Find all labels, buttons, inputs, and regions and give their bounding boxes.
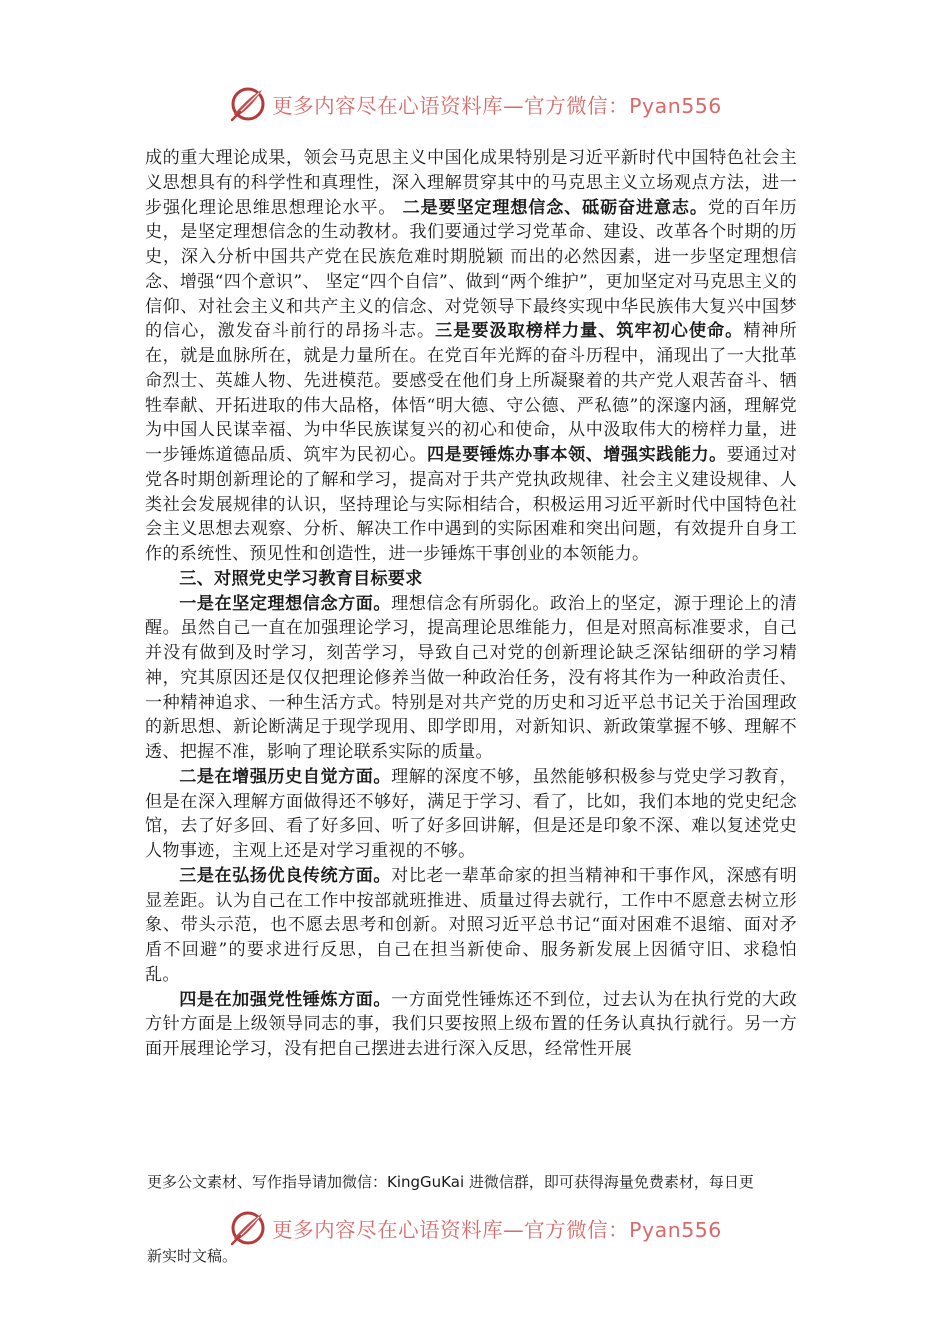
paragraph [145,567,797,592]
leaf-quill-logo-icon [228,1208,268,1248]
text-run: 成的重大理论成果，领会马克思主义中国化成果特别是习近平新时代中国特色社会主义思想具有的科学性和真理性，深入理解贯穿其中的马克思主义立场观点方法，进一步强化理论思维思想理论水平。 [145,148,797,218]
footer-promo-line2: 新实时文稿。 [147,1247,238,1265]
footer-wechat-id: KingGuKai [387,1173,465,1191]
banner-text: 更多内容尽在心语资料库—官方微信：Pyan556 [272,94,722,118]
bold-heading-run: 二是在增强历史自觉方面。 [179,766,392,787]
text-run: 理想信念有所弱化。政治上的坚定，源于理论上的清醒。虽然自己一直在加强理论学习，提高理论思维能力，但是对照高标准要求，自己并没有做到及时学习，刻苦学习，导致自己对党的创新理论缺乏深钻细研的学习精神，究其原因还是仅仅把理论修养当做一种政治任务，没有将其作为一种政治责任、一种精神追求、一种生活方式。特别是对共产党的历史和习近平总书记关于治国理政的新思想、新论断满足于现学现用、即学即用，对新知识、新政策掌握不够、理解不透、把握不准，影响了理论联系实际的质量。 [145,593,797,762]
bold-heading-run: 四是在加强党性锤炼方面。 [179,989,392,1010]
text-run: 精神所在，就是血脉所在，就是力量所在。在党百年光辉的奋斗历程中，涌现出了一大批革命烈士、英雄人物、先进模范。要感受在他们身上所凝聚着的共产党人艰苦奋斗、牺牲奉献、开拓进取的伟大品格，体悟“明大德、守公德、严私德”的深邃内涵，理解党为中国人民谋幸福、为中华民族谋复兴的初心和使命，从中汲取伟大的榜样力量，进一步锤炼道德品质、筑牢为民初心。 [145,321,797,465]
bold-heading-run: 三、对照党史学习教育目标要求 [179,568,423,589]
bold-heading-run: 二是要坚定理想信念、砥砺奋进意志。 [402,197,708,218]
banner-text: 更多内容尽在心语资料库—官方微信：Pyan556 [272,1218,722,1242]
bold-heading-run: 三是在弘扬优良传统方面。 [179,865,392,886]
leaf-quill-logo-icon [228,84,268,124]
bold-heading-run: 三是要汲取榜样力量、筑牢初心使命。 [435,321,744,342]
paragraph [145,988,797,1062]
bold-heading-run: 一是在坚定理想信念方面。 [179,593,392,614]
paragraph [145,864,797,988]
footer-promo-line1 [147,1169,827,1195]
footer-promo-text: 更多公文素材、写作指导请加微信： [147,1173,388,1191]
text-run: 一方面党性锤炼还不到位，过去认为在执行党的大政方针方面是上级领导同志的事，我们只要按照上级布置的任务认真执行就行。另一方面开展理论学习，没有把自己摆进去进行深入反思，经常性开展 [145,989,797,1059]
bold-heading-run: 四是要锤炼办事本领、增强实践能力。 [427,445,727,465]
footer-banner [0,1206,950,1250]
paragraph [145,765,797,864]
text-run: 要通过对党各时期创新理论的了解和学习，提高对于共产党执政规律、社会主义建设规律、人类社会发展规律的认识，坚持理论与实际相结合，积极运用习近平新时代中国特色社会主义思想去观察、分析、解决工作中遇到的实际困难和突出问题，有效提升自身工作的系统性、预见性和创造性，进一步锤炼干事创业的本领能力。 [145,445,797,564]
document-body [145,146,797,1062]
footer-promo-text-cont: 进微信群，即可获得海量免费素材，每日更 [464,1173,754,1191]
paragraph [145,592,797,765]
text-run: 理解的深度不够，虽然能够积极参与党史学习教育，但是在深入理解方面做得还不够好，满足于学习、看了，比如，我们本地的党史纪念馆，去了好多回、看了好多回、听了好多回讲解，但是还是印象不深、难以复述党史人物事迹，主观上还是对学习重视的不够。 [145,766,797,861]
header-banner [0,82,950,126]
text-run: 对比老一辈革命家的担当精神和干事作风，深感有明显差距。认为自己在工作中按部就班推进、质量过得去就行，工作中不愿意去树立形象、带头示范，也不愿去思考和创新。对照习近平总书记“面对困难不退缩、面对矛盾不回避”的要求进行反思，自己在担当新使命、服务新发展上因循守旧、求稳怕乱。 [145,865,797,985]
paragraph [145,146,797,567]
text-run: 党的百年历史，是坚定理想信念的生动教材。我们要通过学习党革命、建设、改革各个时期的历史，深入分析中国共产党在民族危难时期脱颖 而出的必然因素，进一步坚定理想信念、增强“四个意识”、 坚定“四个自信”、做到“两个维护”，更加坚定对马克思主义的信仰、对社会主义和共产主义的信念、对党领导下最终实现中华民族伟大复兴中国梦的信心，激发奋斗前行的昂扬斗志。 [145,197,798,342]
